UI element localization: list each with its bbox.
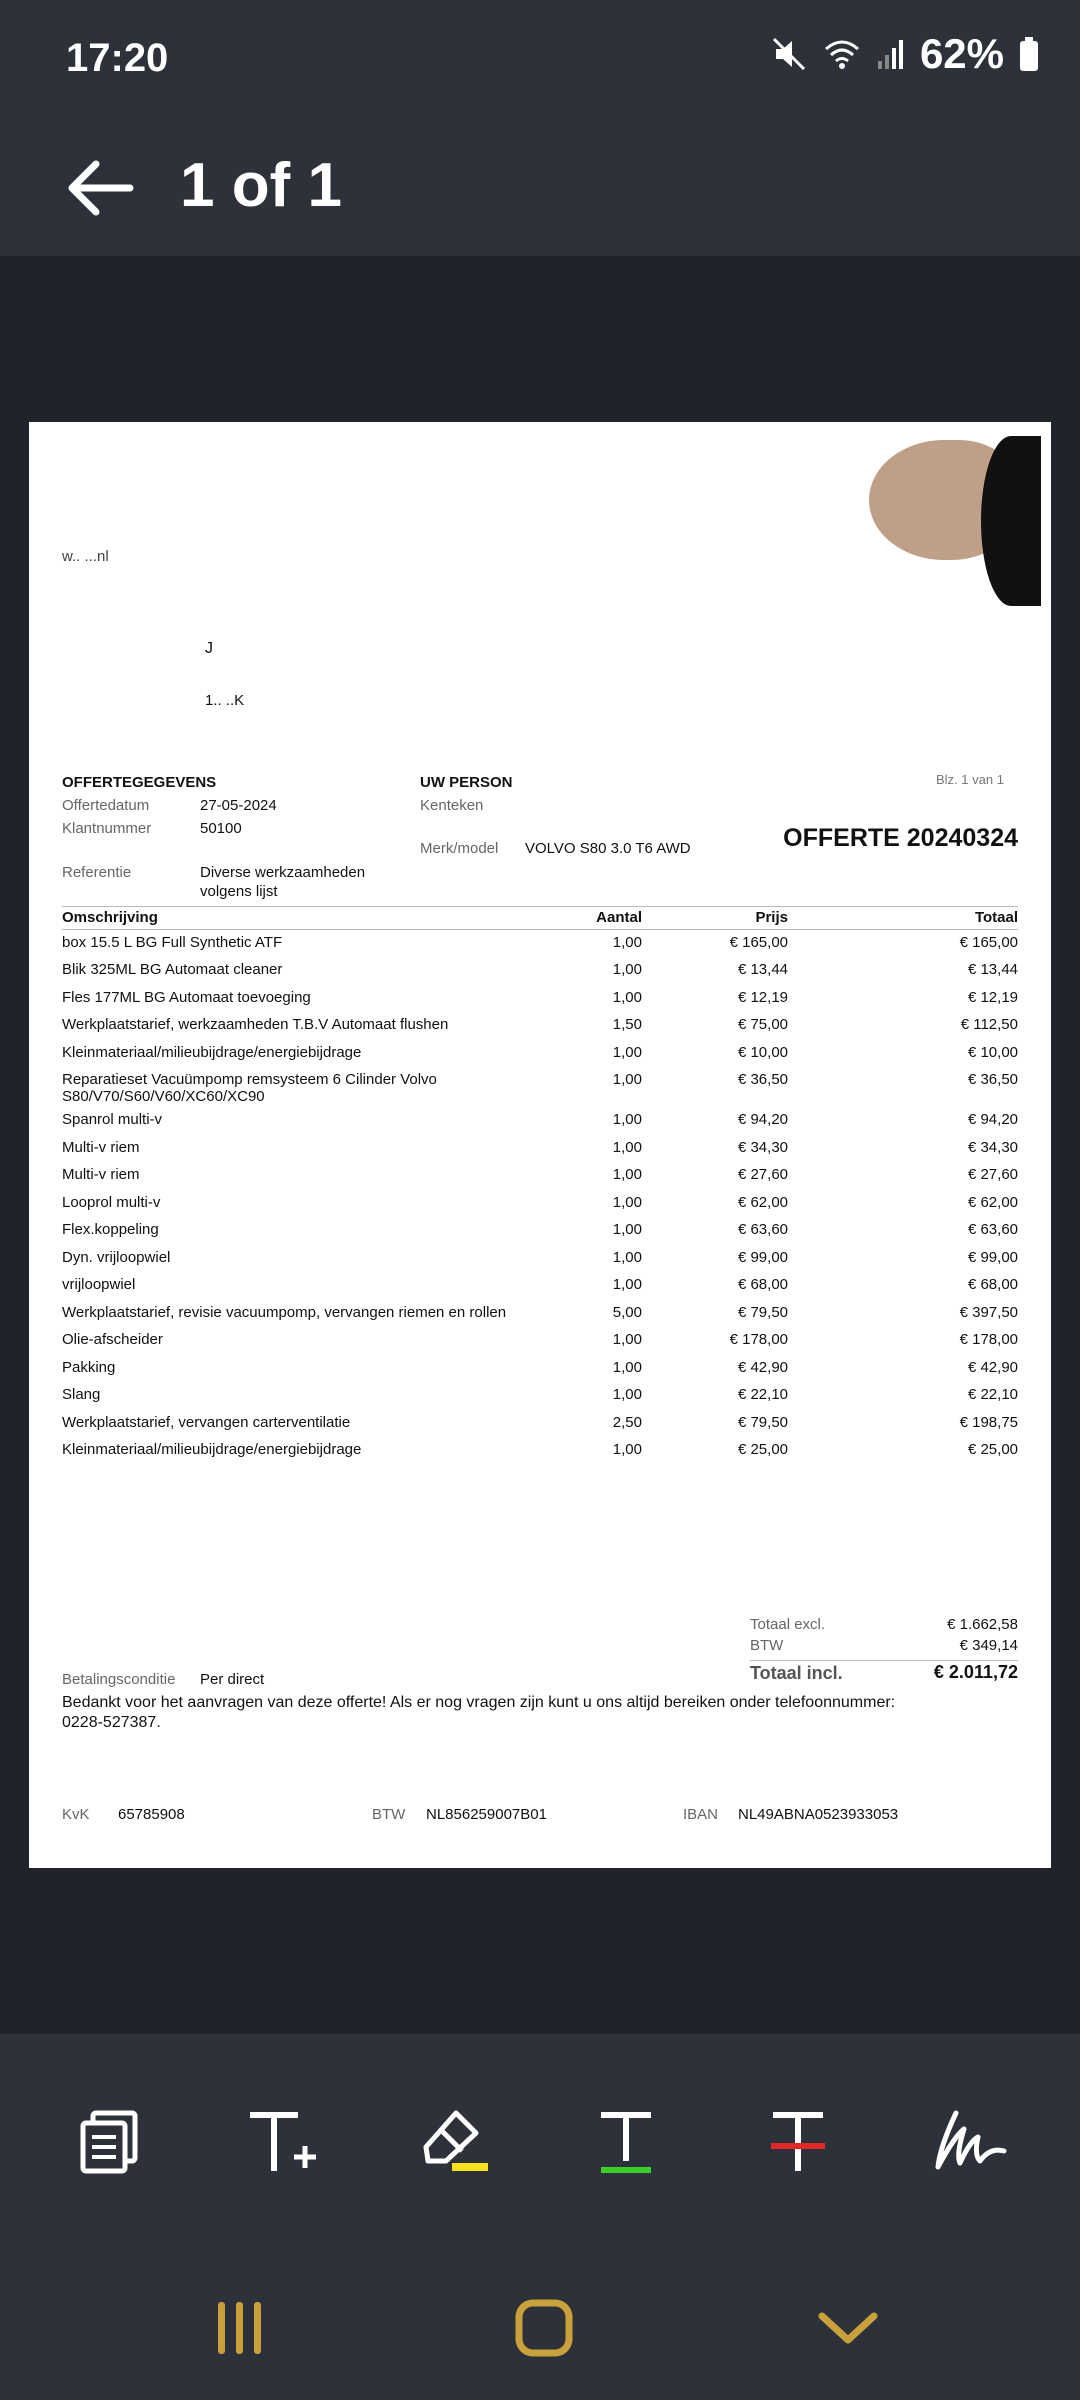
status-time: 17:20 [66, 36, 169, 80]
item-total: € 22,10 [967, 1386, 1018, 1403]
item-desc [62, 1190, 542, 1218]
recent-apps-button[interactable] [192, 2288, 288, 2368]
vat-label: BTW [750, 1637, 784, 1654]
table-row [62, 1410, 1018, 1438]
col-total: Totaal [788, 907, 1018, 930]
item-price: € 27,60 [737, 1166, 788, 1183]
item-qty: 1,50 [612, 1016, 642, 1033]
payment-label: Betalingsconditie [62, 1671, 176, 1688]
item-price: € 22,10 [737, 1386, 788, 1403]
item-price: € 10,00 [737, 1043, 788, 1061]
btw-label: BTW [372, 1806, 406, 1823]
item-desc-text: Kleinmateriaal/milieubijdrage/energiebijdrage [62, 1441, 362, 1458]
kvk-value: 65785908 [118, 1806, 185, 1823]
item-price: € 36,50 [737, 1071, 788, 1088]
item-total: € 34,30 [967, 1138, 1018, 1156]
customer-no: 50100 [200, 820, 242, 837]
battery-percent: 62% [919, 30, 1004, 77]
item-desc-text: Multi-v riem [62, 1166, 140, 1183]
chevron-down-icon [816, 2308, 880, 2348]
item-price: € 68,00 [737, 1276, 788, 1293]
item-desc-text: Werkplaatstarief, werkzaamheden T.B.V Automaat flushen [62, 1016, 449, 1033]
item-qty: 2,50 [612, 1413, 642, 1431]
item-desc [62, 1217, 542, 1245]
item-price: € 79,50 [737, 1413, 788, 1431]
btw-value: NL856259007B01 [426, 1806, 547, 1823]
home-icon [512, 2296, 576, 2360]
item-desc [62, 1272, 542, 1300]
item-desc-text: Olie-afscheider [62, 1331, 163, 1348]
thanks-line-2: 0228-527387. [62, 1714, 161, 1731]
item-price: € 178,00 [729, 1331, 788, 1348]
table-row [62, 1272, 1018, 1300]
item-desc [62, 1410, 542, 1438]
home-button[interactable] [496, 2288, 592, 2368]
table-row [62, 930, 1018, 958]
item-qty: 1,00 [612, 1386, 642, 1403]
table-row [62, 1355, 1018, 1383]
total-excl-label: Totaal excl. [750, 1616, 826, 1633]
iban-label: IBAN [683, 1806, 719, 1823]
item-qty: 1,00 [612, 961, 642, 978]
total-incl-value: € 2.011,72 [933, 1662, 1018, 1682]
item-total: € 68,00 [967, 1276, 1018, 1293]
page-indicator: 1 of 1 [180, 151, 342, 220]
col-desc: Omschrijving [62, 907, 542, 930]
item-qty: 1,00 [612, 1276, 642, 1293]
signature-icon [930, 2107, 1010, 2177]
item-total: € 10,00 [967, 1043, 1018, 1061]
item-price: € 99,00 [737, 1248, 788, 1266]
table-row [62, 1382, 1018, 1410]
item-qty: 1,00 [612, 1248, 642, 1266]
item-qty: 1,00 [612, 1166, 642, 1183]
item-total: € 178,00 [959, 1331, 1018, 1348]
copy-text-button[interactable] [62, 2094, 158, 2190]
header-web: w.. ...nl [62, 548, 109, 565]
item-total: € 99,00 [967, 1248, 1018, 1266]
table-row [62, 1135, 1018, 1163]
col-qty: Aantal [542, 907, 642, 930]
kvk-label: KvK [62, 1806, 90, 1823]
table-row [62, 957, 1018, 985]
item-desc [62, 1135, 542, 1163]
item-desc [62, 1162, 542, 1190]
item-desc-text: Kleinmateriaal/milieubijdrage/energiebijdrage [62, 1043, 362, 1061]
item-desc [62, 930, 542, 958]
col-price: Prijs [642, 907, 788, 930]
wifi-icon [822, 35, 862, 73]
table-row [62, 1162, 1018, 1190]
signature-button[interactable] [922, 2094, 1018, 2190]
table-row [62, 1300, 1018, 1328]
reference-line-2: volgens lijst [200, 883, 278, 900]
iban-value: NL49ABNA0523933053 [738, 1806, 899, 1823]
item-desc [62, 1300, 542, 1328]
item-price: € 13,44 [737, 961, 788, 978]
underline-icon [591, 2107, 661, 2177]
items-table [62, 906, 1018, 1465]
item-desc-text: box 15.5 L BG Full Synthetic ATF [62, 934, 283, 951]
item-price: € 75,00 [737, 1016, 788, 1033]
reference-label: Referentie [62, 864, 132, 881]
table-row [62, 1040, 1018, 1068]
item-qty: 1,00 [612, 1071, 642, 1088]
table-row [62, 1245, 1018, 1273]
item-desc [62, 1012, 542, 1040]
add-text-button[interactable] [236, 2094, 332, 2190]
item-total: € 198,75 [959, 1413, 1018, 1431]
reference-line-1: Diverse werkzaamheden [200, 864, 366, 881]
document-viewer[interactable] [0, 256, 1080, 2034]
table-row [62, 1437, 1018, 1465]
company-logo [859, 440, 1039, 590]
strikethrough-button[interactable] [750, 2094, 846, 2190]
item-total: € 13,44 [967, 961, 1018, 978]
customer-no-label: Klantnummer [62, 820, 152, 837]
item-qty: 1,00 [612, 1193, 642, 1211]
table-row [62, 1067, 1018, 1107]
item-desc-text: vrijloopwiel [62, 1276, 136, 1293]
item-desc [62, 1355, 542, 1383]
annotation-toolbar [0, 2034, 1080, 2248]
highlight-icon [416, 2107, 496, 2177]
item-desc [62, 1327, 542, 1355]
item-price: € 79,50 [737, 1303, 788, 1321]
item-qty: 1,00 [612, 1111, 642, 1128]
total-incl-label: Totaal incl. [750, 1663, 843, 1683]
offer-title: OFFERTE 20240324 [783, 824, 1018, 852]
item-desc-text: Spanrol multi-v [62, 1111, 163, 1128]
total-excl-value: € 1.662,58 [947, 1616, 1018, 1633]
item-desc [62, 1382, 542, 1410]
thanks-line-1: Bedankt voor het aanvragen van deze offerte! Als er nog vragen zijn kunt u ons altijd bereiken onder telefoonnummer: [62, 1694, 896, 1711]
table-row [62, 1107, 1018, 1135]
item-desc-text: Werkplaatstarief, revisie vacuumpomp, vervangen riemen en rollen [62, 1303, 507, 1321]
offer-block-title: OFFERTEGEGEVENS [62, 774, 217, 791]
item-qty: 1,00 [612, 1138, 642, 1156]
item-price: € 94,20 [737, 1111, 788, 1128]
item-price: € 25,00 [737, 1441, 788, 1458]
status-icons [770, 30, 1040, 78]
offer-date: 27-05-2024 [200, 797, 277, 814]
app-bar [0, 120, 1080, 256]
battery-icon [1018, 35, 1040, 73]
mute-icon [770, 35, 808, 73]
item-desc [62, 1437, 542, 1465]
item-total: € 25,00 [967, 1441, 1018, 1458]
table-row [62, 985, 1018, 1013]
item-price: € 42,90 [737, 1358, 788, 1376]
table-row [62, 1327, 1018, 1355]
copy-text-icon [75, 2107, 145, 2177]
item-qty: 1,00 [612, 934, 642, 951]
item-desc-text: Dyn. vrijloopwiel [62, 1248, 171, 1266]
item-total: € 112,50 [960, 1016, 1018, 1033]
model-value: VOLVO S80 3.0 T6 AWD [525, 840, 691, 857]
item-desc [62, 1107, 542, 1135]
item-qty: 1,00 [612, 1043, 642, 1061]
item-desc-text: Fles 177ML BG Automaat toevoeging [62, 988, 311, 1006]
item-desc [62, 985, 542, 1013]
item-total: € 63,60 [967, 1221, 1018, 1238]
offer-date-label: Offertedatum [62, 797, 150, 814]
item-total: € 42,90 [967, 1358, 1018, 1376]
back-button[interactable] [52, 140, 148, 236]
item-qty: 1,00 [612, 1331, 642, 1348]
item-total: € 165,00 [959, 934, 1018, 951]
item-desc [62, 1245, 542, 1273]
document-page[interactable] [29, 422, 1051, 1868]
system-nav-bar [0, 2248, 1080, 2400]
item-price: € 63,60 [737, 1221, 788, 1238]
model-label: Merk/model [420, 840, 499, 857]
item-qty: 1,00 [612, 988, 642, 1006]
item-total: € 62,00 [967, 1193, 1018, 1211]
item-qty: 1,00 [612, 1221, 642, 1238]
item-qty: 5,00 [612, 1303, 642, 1321]
item-total: € 27,60 [967, 1166, 1018, 1183]
payment-value: Per direct [200, 1671, 265, 1688]
address-line-3: 1.. ..K [205, 692, 245, 709]
signal-icon [876, 37, 906, 71]
item-desc-text: Flex.koppeling [62, 1221, 159, 1238]
item-desc-text: Blik 325ML BG Automaat cleaner [62, 961, 283, 978]
item-qty: 1,00 [612, 1441, 642, 1458]
item-qty: 1,00 [612, 1358, 642, 1376]
address-line-1: J [205, 640, 213, 657]
item-price: € 34,30 [737, 1138, 788, 1156]
item-desc [62, 1067, 542, 1107]
page-number: Blz. 1 van 1 [936, 772, 1004, 787]
item-price: € 12,19 [737, 988, 788, 1006]
highlight-button[interactable] [408, 2094, 504, 2190]
item-desc [62, 957, 542, 985]
item-total: € 397,50 [959, 1303, 1018, 1321]
item-desc-text: Werkplaatstarief, vervangen carterventilatie [62, 1413, 351, 1431]
item-price: € 62,00 [737, 1193, 788, 1211]
item-desc-text: Multi-v riem [62, 1138, 140, 1156]
recent-apps-icon [212, 2298, 268, 2358]
arrow-left-icon [64, 158, 136, 218]
item-desc-text: Pakking [62, 1358, 116, 1376]
item-desc-text: Reparatieset Vacuümpomp remsysteem 6 Cilinder Volvo [62, 1071, 437, 1088]
strikethrough-icon [763, 2107, 833, 2177]
item-total: € 36,50 [967, 1071, 1018, 1088]
item-desc-text: Slang [62, 1386, 101, 1403]
table-row [62, 1217, 1018, 1245]
plate-label: Kenteken [420, 797, 484, 814]
totals-divider [750, 1660, 1018, 1661]
table-row [62, 1190, 1018, 1218]
personal-title: UW PERSON [420, 774, 513, 791]
add-text-icon [244, 2107, 324, 2177]
redaction-mark [29, 422, 99, 554]
table-row [62, 1012, 1018, 1040]
item-desc-text: Looprol multi-v [62, 1193, 161, 1211]
table-header-row [62, 907, 1018, 930]
item-desc [62, 1040, 542, 1068]
item-desc-text-2: S80/V70/S60/V60/XC60/XC90 [62, 1088, 265, 1105]
item-price: € 165,00 [729, 934, 788, 951]
item-total: € 12,19 [967, 988, 1018, 1006]
vat-value: € 349,14 [959, 1637, 1018, 1654]
underline-button[interactable] [578, 2094, 674, 2190]
hide-keyboard-button[interactable] [800, 2288, 896, 2368]
items-body [62, 930, 1018, 1465]
item-total: € 94,20 [967, 1111, 1018, 1128]
status-bar [0, 0, 1080, 120]
